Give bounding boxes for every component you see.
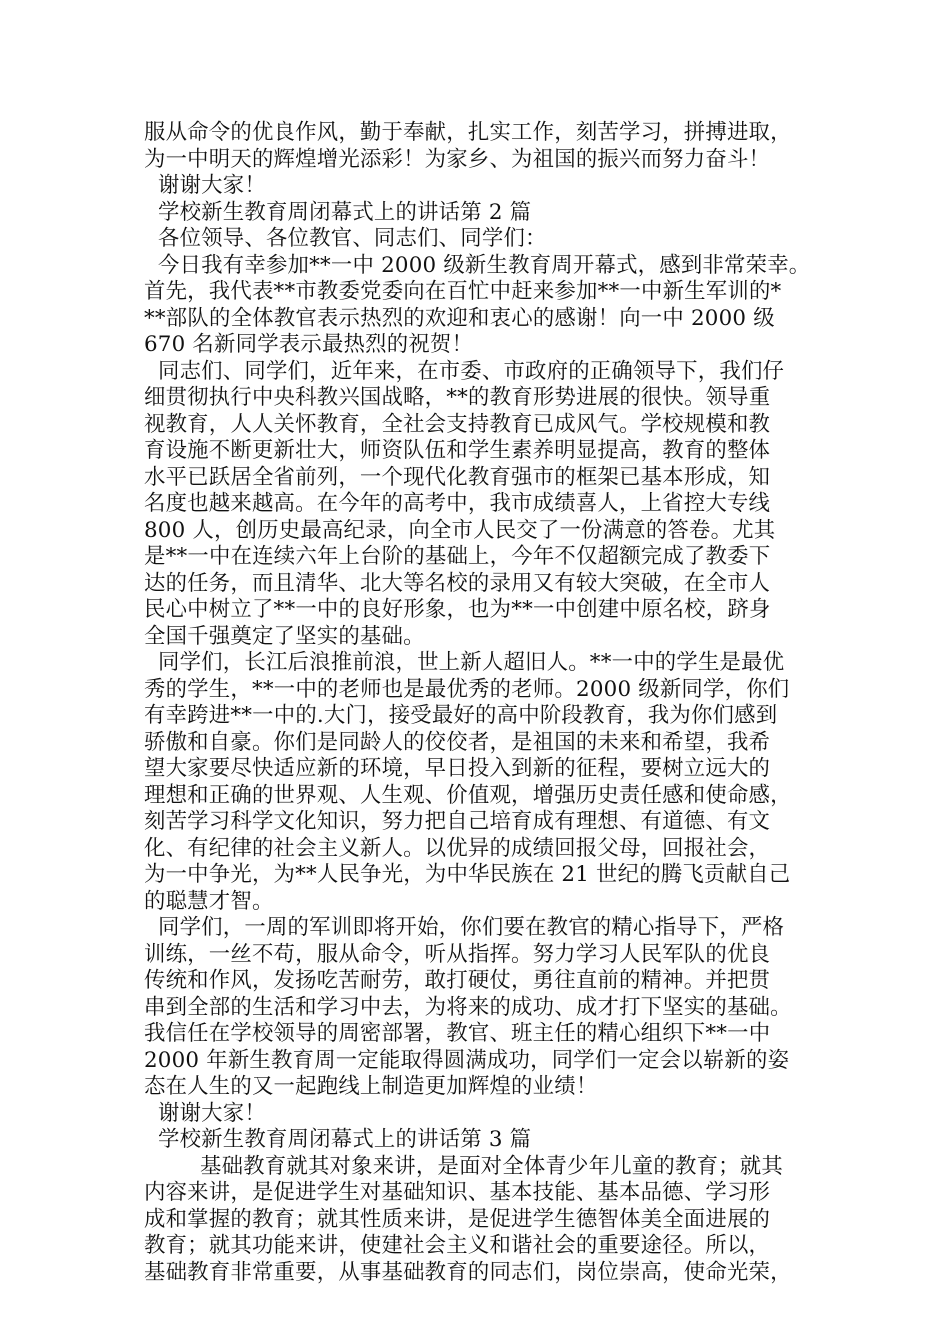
- text-line: 骄傲和自豪。你们是同龄人的佼佼者，是祖国的未来和希望，我希: [144, 729, 771, 755]
- text-line: 态在人生的又一起跑线上制造更加辉煌的业绩！: [144, 1074, 598, 1099]
- text-line: 化、有纪律的社会主义新人。以优异的成绩回报父母，回报社会，: [144, 835, 771, 861]
- text-line: 理想和正确的世界观、人生观、价值观，增强历史责任感和使命感，: [144, 782, 792, 808]
- text-line: 达的任务，而且清华、北大等名校的录用又有较大突破，在全市人: [144, 570, 771, 596]
- text-line: 今日我有幸参加**一中 2000 级新生教育周开幕式，感到非常荣幸。: [144, 252, 811, 278]
- text-line: 细贯彻执行中央科教兴国战略，**的教育形势进展的很快。领导重: [144, 385, 771, 410]
- text-line: 全国千强奠定了坚实的基础。: [144, 623, 425, 649]
- text-line: 各位领导、各位教官、同志们、同学们：: [144, 226, 547, 251]
- text-line: 内容来讲，是促进学生对基础知识、基本技能、基本品德、学习形: [144, 1180, 771, 1205]
- text-line: 成和掌握的教育；就其性质来讲，是促进学生德智体美全面进展的: [144, 1206, 771, 1232]
- text-line: 的聪慧才智。: [144, 888, 274, 914]
- text-line: 670 名新同学表示最热烈的祝贺！: [144, 332, 474, 357]
- text-line: 同学们，一周的军训即将开始，你们要在教官的精心指导下，严格: [144, 915, 785, 940]
- text-line: 是**一中在连续六年上台阶的基础上，今年不仅超额完成了教委下: [144, 544, 771, 569]
- text-line: 为一中明天的辉煌增光添彩！为家乡、为祖国的振兴而努力奋斗！: [144, 146, 771, 172]
- text-line: 水平已跃居全省前列，一个现代化教育强市的框架已基本形成，知: [144, 464, 771, 490]
- text-line: 服从命令的优良作风，勤于奉献，扎实工作，刻苦学习，拼搏进取，: [144, 120, 792, 145]
- text-line: 有幸跨进**一中的.大门，接受最好的高中阶段教育，我为你们感到: [144, 703, 778, 728]
- text-line: 望大家要尽快适应新的环境，早日投入到新的征程，要树立远大的: [144, 756, 771, 781]
- text-line: 谢谢大家！: [144, 1100, 266, 1126]
- text-line: 学校新生教育周闭幕式上的讲话第 2 篇: [144, 199, 532, 225]
- text-line: 传统和作风，发扬吃苦耐劳，敢打硬仗，勇往直前的精神。并把贯: [144, 968, 771, 993]
- text-line: 2000 年新生教育周一定能取得圆满成功，同学们一定会以崭新的姿: [144, 1047, 790, 1073]
- text-line: 训练，一丝不苟，服从命令，听从指挥。努力学习人民军队的优良: [144, 941, 771, 967]
- text-line: 基础教育就其对象来讲，是面对全体青少年儿童的教育；就其: [144, 1153, 783, 1179]
- text-line: 学校新生教育周闭幕式上的讲话第 3 篇: [144, 1127, 532, 1152]
- text-line: **部队的全体教官表示热烈的欢迎和衷心的感谢！向一中 2000 级: [144, 305, 775, 331]
- text-line: 民心中树立了**一中的良好形象，也为**一中创建中原名校，跻身: [144, 597, 771, 622]
- text-line: 串到全部的生活和学习中去，为将来的成功、成才打下坚实的基础。: [144, 994, 792, 1020]
- text-line: 刻苦学习科学文化知识，努力把自己培育成有理想、有道德、有文: [144, 809, 771, 834]
- text-line: 视教育，人人关怀教育，全社会支持教育已成风气。学校规模和教: [144, 411, 771, 437]
- text-line: 秀的学生，**一中的老师也是最优秀的老师。2000 级新同学，你们: [144, 676, 790, 702]
- text-line: 800 人，创历史最高纪录，向全市人民交了一份满意的答卷。尤其: [144, 517, 776, 543]
- text-line: 同学们，长江后浪推前浪，世上新人超旧人。**一中的学生是最优: [144, 650, 785, 675]
- text-line: 基础教育非常重要，从事基础教育的同志们，岗位崇高，使命光荣，: [144, 1259, 792, 1285]
- text-line: 首先，我代表**市教委党委向在百忙中赶来参加**一中新生军训的*: [144, 279, 782, 304]
- text-line: 同志们、同学们，近年来，在市委、市政府的正确领导下，我们仔: [144, 358, 785, 384]
- document-body: [144, 120, 826, 1286]
- text-line: 我信任在学校领导的周密部署，教官、班主任的精心组织下**一中: [144, 1021, 771, 1046]
- text-line: 为一中争光，为**人民争光，为中华民族在 21 世纪的腾飞贡献自己: [144, 862, 791, 887]
- text-line: 育设施不断更新壮大，师资队伍和学生素养明显提高，教育的整体: [144, 438, 771, 463]
- text-line: 教育；就其功能来讲，使建社会主义和谐社会的重要途径。所以，: [144, 1233, 771, 1258]
- text-line: 名度也越来越高。在今年的高考中，我市成绩喜人，上省控大专线: [144, 491, 771, 516]
- text-line: 谢谢大家！: [144, 173, 266, 198]
